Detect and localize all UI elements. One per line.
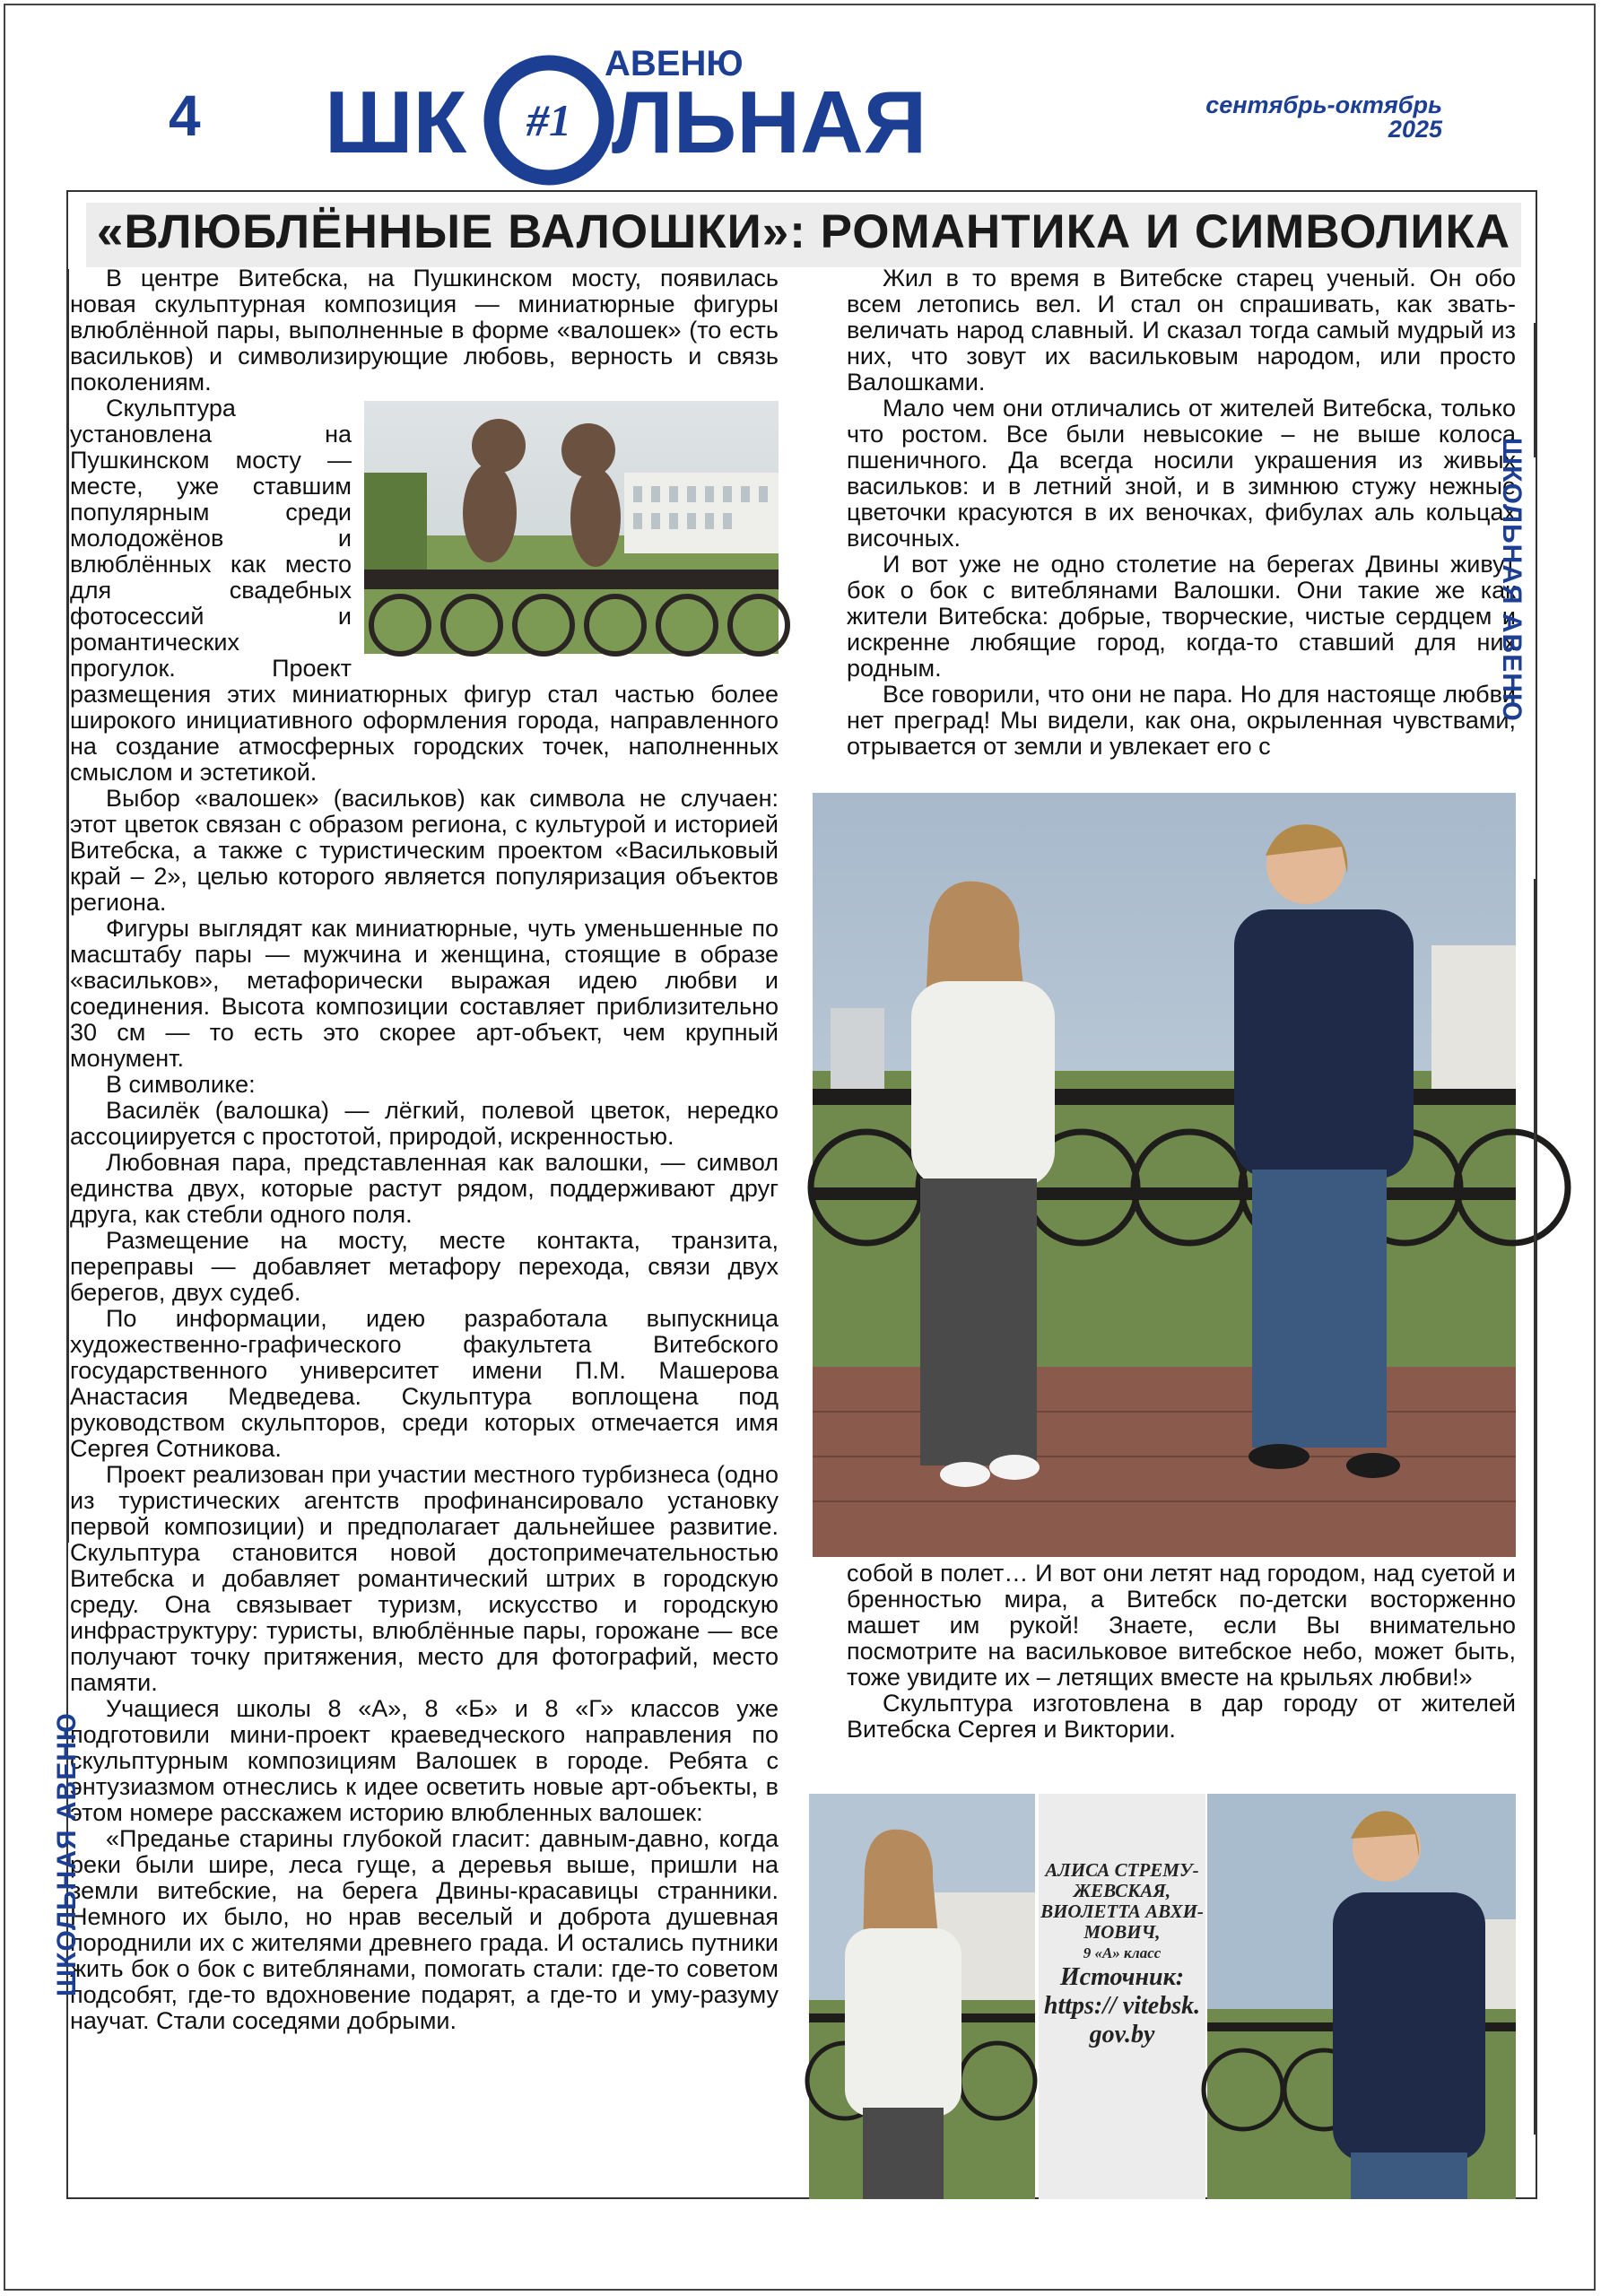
- brand-right: ЛЬНАЯ: [612, 73, 927, 171]
- credit-authors: АЛИСА СТРЕМУ-ЖЕВСКАЯ, ВИОЛЕТТА АВХИ-МОВИЧ,: [1040, 1859, 1204, 1943]
- paragraph: Скульптура изготовлена в дар городу от жителей Витебска Сергея и Виктории.: [847, 1690, 1516, 1743]
- paragraph: Проект реализован при участии местного турбизнеса (одно из туристических агентств профинансировало установку первой композиции) и предполагает дальнейшее развитие. Скульптура становится новой достопримечательностью Витебска и добавляет романтический штрих в городскую среду. Она связывает туризм, искусство и городскую инфраструктуру: туристы, влюблённые пары, горожане — все получают точку притяжения, место для фотографий, место памяти.: [70, 1461, 779, 1696]
- paragraph: В символике:: [106, 1071, 256, 1098]
- girl-bridge-photo: [809, 1794, 1035, 2199]
- brand-left: ШК: [325, 73, 467, 171]
- masthead-logo: [316, 43, 927, 187]
- credit-source-url: https:// vitebsk. gov.by: [1043, 1992, 1201, 2048]
- article-credits: [1039, 1860, 1205, 2049]
- paragraph: «Преданье старины глубокой гласит: давным-давно, когда реки были шире, леса гуще, а деревья выше, пришли на земли витебские, на берега Двины-красавицы странники. Немного их было, но нрав веселый и доброта душевная породнили их с жителями древнего града. И остались путники жить бок о бок с витеблянами, помогать стали: где-то советом подсобят, где-то вдохновение подарят, а где-то и уму-разуму научат. Стали соседями добрыми.: [70, 1825, 779, 2034]
- left-column: [70, 265, 779, 2034]
- paragraph: Размещение на мосту, месте контакта, транзита, переправы — добавляет метафору перехода, связи двух берегов, двух судеб.: [70, 1227, 779, 1306]
- paragraph: Выбор «валошек» (васильков) как символа не случаен: этот цветок связан с образом региона, с культурой и историей Витебска, а также с туристическим проектом «Васильковый край – 2», целью которого является популяризация объектов региона.: [70, 785, 779, 916]
- right-margin-rule: [1534, 323, 1536, 457]
- credit-class: 9 «А» класс: [1083, 1944, 1162, 1961]
- boy-bridge-photo: [1207, 1794, 1516, 2199]
- right-margin-rule: [1534, 879, 1536, 2135]
- issue-date: [1202, 93, 1442, 142]
- side-label-right: ШКОЛЬНАЯ АВЕНЮ: [1497, 438, 1527, 722]
- paragraph: И вот уже не одно столетие на берегах Двины живут бок о бок с витеблянами Валошки. Они такие же как жители Витебска: добрые, творческие, чистые сердцем и искренне любящие город, когда-то ставший для них родным.: [847, 551, 1516, 682]
- paragraph: В центре Витебска, на Пушкинском мосту, появилась новая скульптурная композиция — миниатюрные фигуры влюблённой пары, выполненные в форме «валошек» (то есть васильков) и символизирующие любовь, верность и связь поколениям.: [70, 265, 779, 396]
- left-margin-rule: [66, 269, 69, 1543]
- paragraph: Все говорили, что они не пара. Но для настояще любви нет преград! Мы видели, как она, окрыленная чувствами, отрывается от земли и увлекает его с: [847, 681, 1516, 760]
- paragraph: Учащиеся школы 8 «А», 8 «Б» и 8 «Г» классов уже подготовили мини-проект краеведческого направления по скульптурным композициям Валошек в городе. Ребята с энтузиазмом отнеслись к идее осветить новые арт-объекты, в этом номере расскажем историю влюбленных валошек:: [70, 1695, 779, 1826]
- paragraph: собой в полет… И вот они летят над городом, над суетой и бренностью мира, а Витебск по-детски восторженно машет им рукой! Знаете, если Вы внимательно посмотрите на васильковое витебское небо, может быть, тоже увидите их – летящих вместе на крыльях любви!»: [847, 1560, 1516, 1691]
- right-column-top: [847, 265, 1516, 760]
- credit-source-label: Источник:: [1059, 1963, 1185, 1991]
- students-bridge-photo: [813, 793, 1516, 1557]
- sculpture-photo: [364, 401, 779, 654]
- paragraph: Любовная пара, представленная как валошки, — символ единства двух, которые растут рядом, поддерживают друг друга, как стебли одного поля.: [70, 1149, 779, 1228]
- paragraph: Жил в то время в Витебске старец ученый. Он обо всем летопись вел. И стал он спрашивать, как звать-величать народ славный. И сказал тогда самый мудрый из них, что зовут их васильковым народом, или просто Валошками.: [847, 265, 1516, 396]
- paragraph: По информации, идею разработала выпускница художественно-графического факультета Витебского государственного университет имени П.М. Машерова Анастасия Медведева. Скульптура воплощена под руководством скульпторов, среди которых отмечается имя Сергея Сотникова.: [70, 1305, 779, 1462]
- paragraph: Фигуры выглядят как миниатюрные, чуть уменьшенные по масштабу пары — мужчина и женщина, стоящие в образе «васильков», метафорически выражая идею любви и соединения. Высота композиции составляет приблизительно 30 см — то есть это скорее арт-объект, чем крупный монумент.: [70, 915, 779, 1072]
- brand-ring-number: #1: [526, 95, 571, 145]
- paragraph: Мало чем они отличались от жителей Витебска, только что ростом. Все были невысокие – не выше колоса пшеничного. Да всегда носили украшения из живых васильков: и в летний зной, и в зимнюю стужу нежные цветочки красуются в их веночках, фибулах аль кольцах височных.: [847, 395, 1516, 552]
- brand-top: АВЕНЮ: [605, 44, 744, 83]
- paragraph: Скульптура установлена на Пушкинском мосту — месте, уже ставшим популярным среди молодожёнов и влюблённых как место для свадебных фотосессий и романтических прогулок. Проект размещения этих миниатюрных фигур стал частью более широкого инициативного оформления города, направленного на создание атмосферных городских точек, наполненных смыслом и эстетикой.: [70, 395, 779, 786]
- page-number: 4: [169, 83, 201, 148]
- paragraph: Василёк (валошка) — лёгкий, полевой цветок, нередко ассоциируется с простотой, природой, искренностью.: [70, 1097, 779, 1150]
- right-column-bottom: [847, 1561, 1516, 1743]
- issue-months: сентябрь-октябрь: [1205, 91, 1442, 118]
- article-title: «ВЛЮБЛЁННЫЕ ВАЛОШКИ»: РОМАНТИКА И СИМВОЛИКА: [96, 205, 1511, 258]
- issue-year: 2025: [1388, 116, 1442, 143]
- side-label-left: ШКОЛЬНАЯ АВЕНЮ: [52, 1712, 82, 1996]
